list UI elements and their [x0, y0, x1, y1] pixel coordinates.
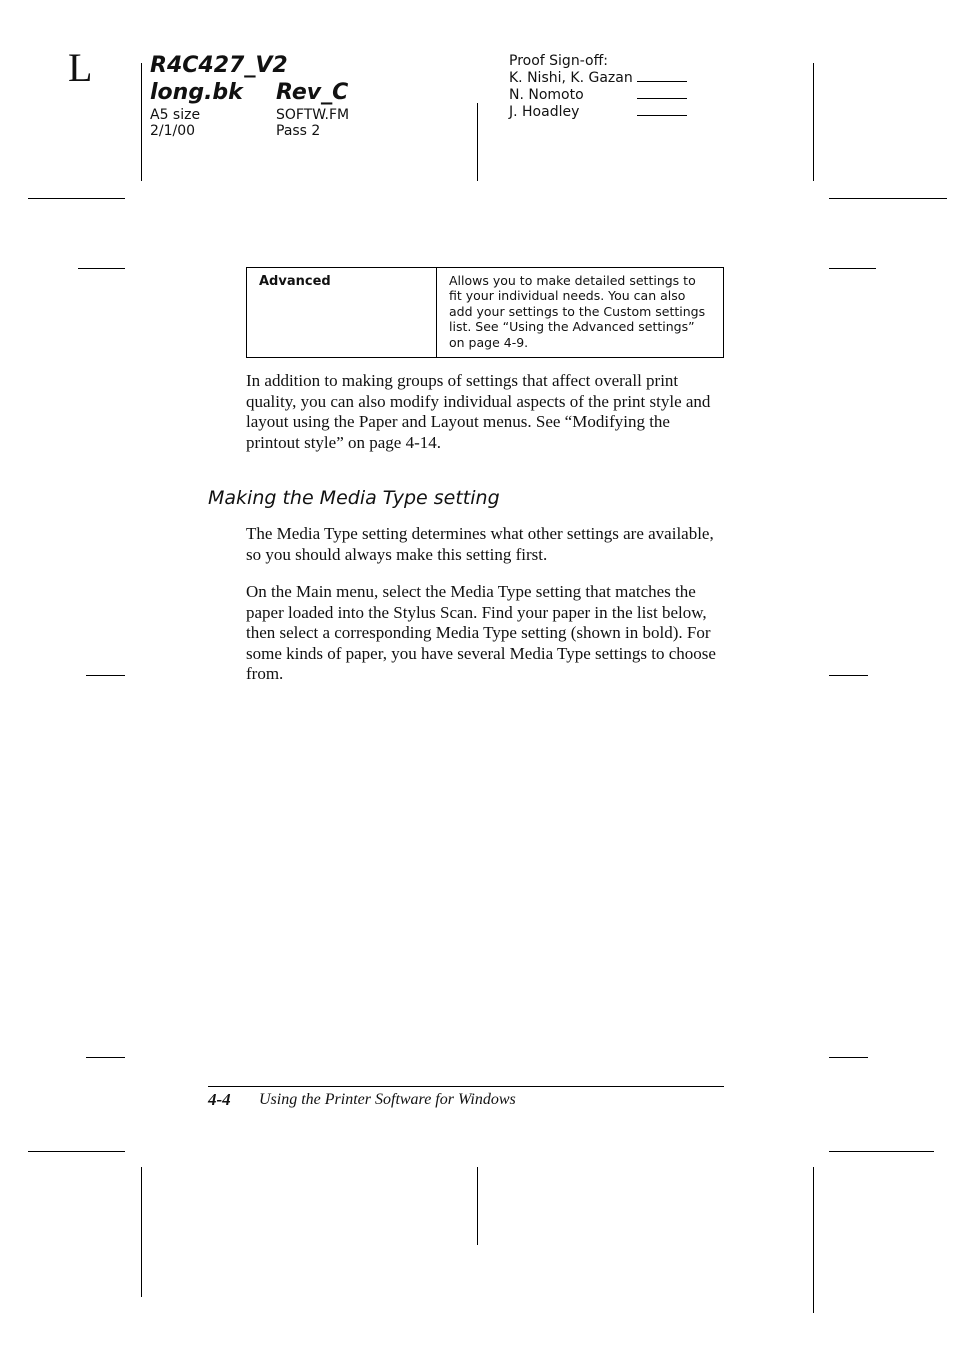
section-heading: Making the Media Type setting — [208, 487, 500, 509]
crop-mark — [477, 103, 478, 181]
file-name: SOFTW.FM — [276, 107, 350, 123]
crop-mark — [86, 1057, 125, 1058]
setting-name: Advanced — [259, 274, 331, 289]
pass-number: Pass 2 — [276, 123, 321, 139]
crop-mark — [829, 675, 868, 676]
signoff-block — [509, 53, 687, 121]
corner-letter: L — [68, 45, 93, 90]
crop-mark — [829, 1151, 934, 1152]
signoff-name: J. Hoadley — [509, 104, 580, 120]
settings-table — [246, 267, 724, 358]
chapter-title: Using the Printer Software for Windows — [259, 1091, 516, 1108]
paper-size: A5 size — [150, 107, 201, 123]
doc-title-book: long.bk — [150, 80, 243, 105]
footer-rule — [208, 1086, 724, 1087]
signoff-row — [509, 104, 687, 121]
crop-mark — [141, 63, 142, 181]
crop-mark — [829, 198, 947, 199]
signoff-line — [637, 98, 687, 99]
doc-title-line1: R4C427_V2 — [150, 53, 288, 78]
signoff-row — [509, 87, 687, 104]
doc-date: 2/1/00 — [150, 123, 196, 139]
signoff-row — [509, 70, 687, 87]
crop-mark — [813, 63, 814, 181]
signoff-line — [637, 81, 687, 82]
crop-mark — [28, 198, 125, 199]
crop-mark — [86, 675, 125, 676]
crop-mark — [78, 268, 125, 269]
signoff-name: K. Nishi, K. Gazan — [509, 70, 633, 86]
crop-mark — [477, 1167, 478, 1245]
crop-mark — [813, 1167, 814, 1313]
signoff-name: N. Nomoto — [509, 87, 584, 103]
body-paragraph: In addition to making groups of settings that affect overall print quality, you can also modify individual aspects of the print style and layout using the Paper and Layout menus. See “Modifying the printout style” on page 4-14. — [246, 371, 711, 452]
body-paragraph: On the Main menu, select the Media Type setting that matches the paper loaded into the Stylus Scan. Find your paper in the list below, then select a corresponding Media Type setting (shown in bold). For some kinds of paper, you have several Media Type settings to choose from. — [246, 582, 716, 683]
page-number: 4-4 — [208, 1090, 231, 1109]
crop-mark — [28, 1151, 125, 1152]
crop-mark — [829, 1057, 868, 1058]
setting-description: Allows you to make detailed settings to fit your individual needs. You can also add your settings to the Custom settings list. See “Using the Advanced settings” on page 4-9. — [449, 273, 706, 350]
signoff-line — [637, 115, 687, 116]
doc-title-revision: Rev_C — [276, 80, 349, 105]
crop-mark — [829, 268, 876, 269]
table-divider — [436, 268, 437, 357]
signoff-label: Proof Sign-off: — [509, 53, 608, 69]
crop-mark — [141, 1167, 142, 1297]
body-paragraph: The Media Type setting determines what other settings are available, so you should always make this setting first. — [246, 524, 714, 564]
